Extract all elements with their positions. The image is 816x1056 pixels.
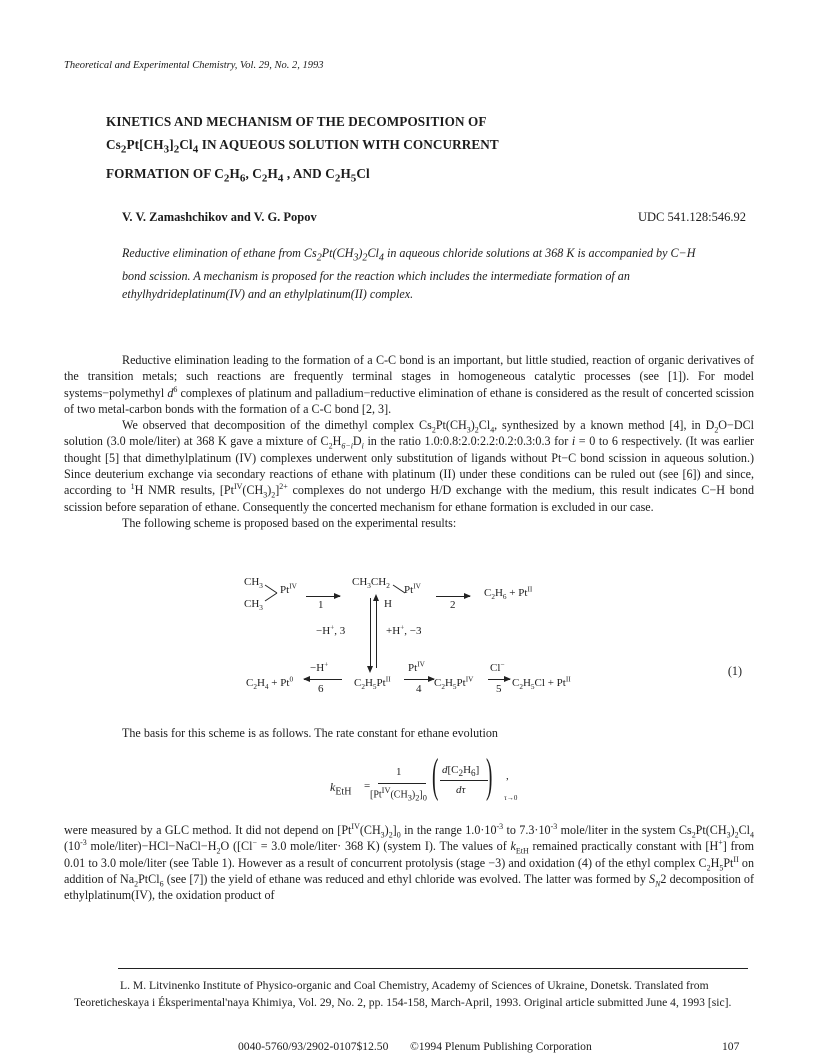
formula-fraction-bar-2 <box>440 780 488 781</box>
journal-header: Theoretical and Experimental Chemistry, Vol. 29, No. 2, 1993 <box>64 60 324 71</box>
paper-title <box>106 110 499 190</box>
formula-right-paren: ) <box>486 749 493 802</box>
scheme-pt-iv-left: $Pt^{IV}$ <box>280 582 297 596</box>
footer-issn-code: 0040-5760/93/2902-0107$12.50 <box>238 1040 389 1053</box>
formula-derivative-denominator: dτ <box>456 784 466 796</box>
page-number: 107 <box>722 1040 740 1053</box>
footer-copyright: ©1994 Plenum Publishing Corporation <box>410 1040 592 1053</box>
scheme-hydride: H <box>384 598 392 610</box>
formula-fraction-bar-1 <box>378 783 426 784</box>
scheme-ch3-lower: $CH_3$ <box>244 598 263 613</box>
equation-number-1: (1) <box>727 664 742 678</box>
scheme-arrow-1 <box>306 596 340 597</box>
paragraph-basis: The basis for this scheme is as follows. The rate constant for ethane evolution <box>122 726 498 740</box>
scheme-arrow-5 <box>488 679 510 680</box>
scheme-step-minus3: −H+, 3 <box>316 623 346 637</box>
body-text-bottom <box>64 822 754 903</box>
body-text-top <box>64 352 754 531</box>
title-line-3: FORMATION OF $C_2H_6$, $C_2H_4$ , AND $C_2H_5Cl$ <box>106 165 370 185</box>
footnote-affiliation: L. M. Litvinenko Institute of Physico-organic and Coal Chemistry, Academy of Sciences of Ukraine, Donetsk. Translated from Teoreticheskaya i Éksperimental'naya Khimiya, Vol. 29, No. 2, pp. 154-158, March-April, 1993. Original article submitted June 4, 1993 [sic]. <box>74 979 732 1009</box>
scheme-arrow-2 <box>436 596 470 597</box>
paragraph-4: were measured by a GLC method. It did not depend on $[Pt^{IV}(CH_3)_2]_0$ in the range $1.0\cdot 10^{-3}$ to $7.3\cdot 10^{-3}$ mole/liter in the system $Cs_2Pt(CH_3)_2Cl_4$ ($10^{-3}$ mole/$liter)-HCl-NaCl-H_2O$ ([Cl− = 3.0 mole/liter· 368 K) (system I). The values of $k_{EtH}$ remained practically constant with [H+] from 0.01 to 3.0 mole/liter (see Table 1). However as a result of concurrent protolysis (stage −3) and oxidation (4) of the ethyl complex $C_2H_5Pt^{II}$ on addition of $Na_2PtCl_6$ (see [7]) the yield of ethane was reduced and ethyl chloride was evolved. The latter was formed by $S_N2$ decomposition of ethylplatinum(IV), the oxidation product of <box>64 821 755 903</box>
scheme-ethylplatinum-iv: $C_2H_5Pt^{IV}$ <box>434 675 474 692</box>
formula-k-lhs: $k_{EtH}$ <box>330 780 352 798</box>
scheme-step-2: 2 <box>450 599 456 611</box>
authors: V. V. Zamashchikov and V. G. Popov <box>122 210 317 224</box>
scheme-step4-label: $Pt^{IV}$ <box>408 660 425 674</box>
scheme-ethylene-product: $C_2H_4 + Pt^0$ <box>246 675 294 692</box>
paragraph-1: Reductive elimination leading to the formation of a C-C bond is an important, but little studied, reaction of organic derivatives of the transition metals; such reactions are frequently terminal stages in homogeneous catalytic processes (see [1]). For model systems−polymethyl $d^6$ complexes of platinum and palladium−reductive elimination of ethane is considered as the result of concerted scission of two metal-carbon bonds with the formation of a C-C bond [2, 3]. <box>64 353 755 416</box>
formula-limit: τ→0 <box>504 794 518 802</box>
formula-denominator: $[Pt^{IV}(CH_3)_2]_0$ <box>370 786 427 803</box>
scheme-step6-label: −H+ <box>310 660 329 674</box>
paragraph-2: We observed that decomposition of the dimethyl complex $Cs_2Pt(CH_3)_2Cl_4$, synthesized by a known method [4], in $D_2O-DCl$ solution (3.0 mole/liter) at 368 K gave a mixture of $C_2H_{6-i}D_i$ in the ratio 1.0:0.8:2.0:2.2:0.2:0.3:0.3 for i = 0 to 6 respectively. (It was earlier thought [5] that dimethylplatinum (IV) complexes underwent only substitution of ligands without Pt−C bond scission in aqueous solution.) Since deuterium exchange via secondary reactions of ethane with platinum (II) under these conditions can be ruled out (see [6]) and since, according to $^1$H NMR results, $[Pt^{IV}(CH_3)_2]^{2+}$ complexes do not undergo H/D exchange with the medium, this result indicates C−H bond scission before separation of ethane. Consequently the concerted mechanism for ethane formation is excluded in our case. <box>64 418 755 514</box>
scheme-step-5: 5 <box>496 683 502 695</box>
scheme-arrow-4 <box>404 679 434 680</box>
scheme-step-1: 1 <box>318 599 324 611</box>
footnote-rule <box>118 968 748 969</box>
scheme-step-6: 6 <box>318 683 324 695</box>
paragraph-3: The following scheme is proposed based on the experimental results: <box>122 515 457 530</box>
udc-code: UDC 541.128:546.92 <box>638 210 746 224</box>
scheme-arrow-6 <box>304 679 342 680</box>
scheme-ch3-upper: $CH_3$ <box>244 576 263 591</box>
scheme-ethyl-group: $CH_3CH_2$ <box>352 576 390 591</box>
scheme-step-4: 4 <box>416 683 422 695</box>
title-line-1: KINETICS AND MECHANISM OF THE DECOMPOSITION OF <box>106 114 487 129</box>
formula-left-paren: ( <box>432 749 439 802</box>
title-line-2: $Cs_2Pt[CH_3]_2Cl_4$ IN AQUEOUS SOLUTION WITH CONCURRENT <box>106 137 499 156</box>
formula-equals: = <box>364 780 371 792</box>
scheme-ethane-product: $C_2H_6 + Pt^{II}$ <box>484 585 533 602</box>
scheme-ethyl-chloride-product: $C_2H_5Cl + Pt^{II}$ <box>512 675 571 692</box>
abstract: Reductive elimination of ethane from $Cs_2Pt(CH_3)_2Cl_4$ in aqueous chloride solutions at 368 K is accompanied by C−H bond scission. A mechanism is proposed for the reaction which includes the intermediate formation of an ethylhydrideplatinum(IV) and an ethylplatinum(II) complex. <box>122 246 696 302</box>
scheme-step5-label: Cl− <box>490 660 505 674</box>
formula-numerator-one: 1 <box>396 766 402 778</box>
scheme-pt-iv-mid: $Pt^{IV}$ <box>404 582 421 596</box>
scheme-step-plus3: +H+, −3 <box>386 623 422 637</box>
scheme-vertical-arrowheads <box>366 594 382 674</box>
scheme-ethylplatinum-ii: $C_2H_5Pt^{II}$ <box>354 675 391 692</box>
formula-comma: , <box>506 770 509 782</box>
formula-derivative-numerator: $d[C_2H_6]$ <box>442 764 480 779</box>
